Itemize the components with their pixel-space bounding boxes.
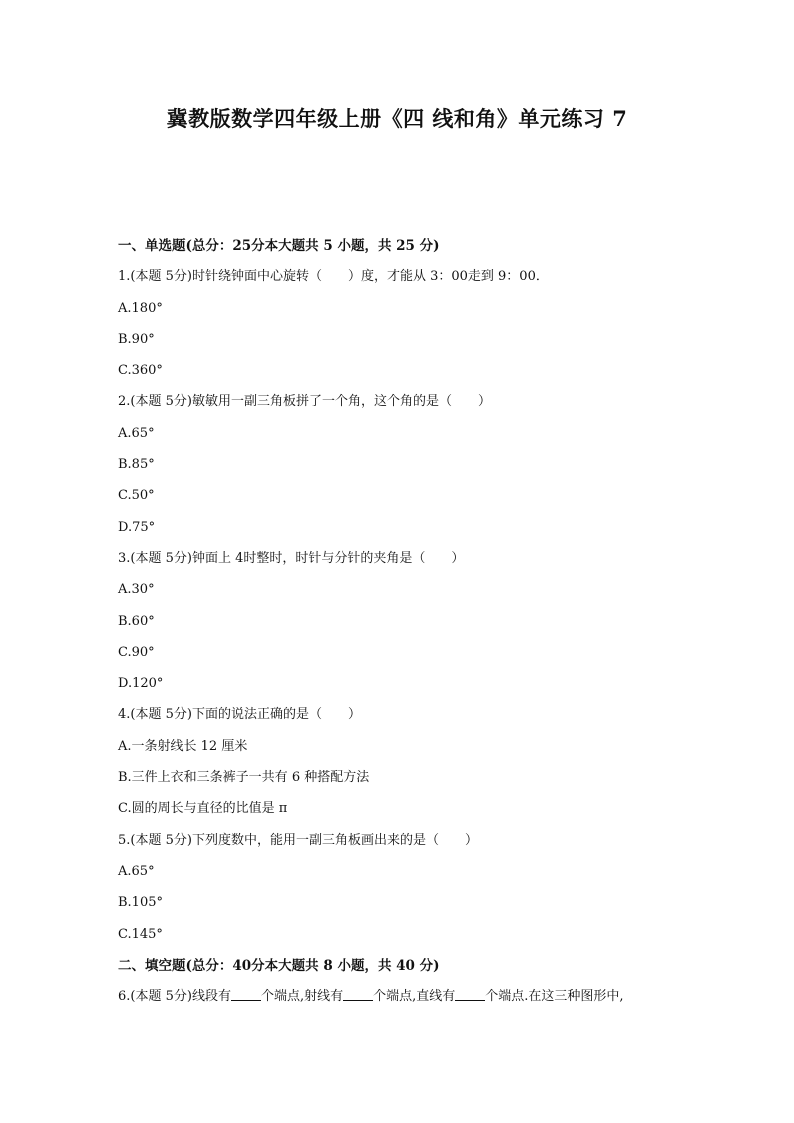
question-4-option-b: B.三件上衣和三条裤子一共有 6 种搭配方法 <box>118 770 370 786</box>
question-3-option-d: D.120° <box>118 676 164 692</box>
question-4-stem: 4.(本题 5分)下面的说法正确的是（ ） <box>118 707 361 723</box>
question-3-option-b: B.60° <box>118 613 155 629</box>
question-2-option-c: C.50° <box>118 488 155 504</box>
question-3-option-c: C.90° <box>118 644 155 660</box>
question-1-option-c: C.360° <box>118 363 163 379</box>
answer-blank-1[interactable] <box>231 987 261 1001</box>
question-6-text-part-1: 6.(本题 5分)线段有 <box>118 989 231 1005</box>
answer-blank-2[interactable] <box>343 987 373 1001</box>
page-title: 冀教版数学四年级上册《四 线和角》单元练习 7 <box>166 106 628 131</box>
question-4-option-a: A.一条射线长 12 厘米 <box>118 738 248 754</box>
question-2-option-a: A.65° <box>118 425 155 441</box>
answer-blank-3[interactable] <box>455 987 485 1001</box>
question-6-text-part-4: 个端点.在这三种图形中, <box>485 989 624 1005</box>
section-heading-single-choice: 一、单选题(总分：25分本大题共 5 小题，共 25 分) <box>118 238 440 254</box>
question-5-option-c: C.145° <box>118 926 163 942</box>
question-2-stem: 2.(本题 5分)敏敏用一副三角板拼了一个角，这个角的是（ ） <box>118 394 491 410</box>
question-3-stem: 3.(本题 5分)钟面上 4时整时，时针与分针的夹角是（ ） <box>118 550 465 566</box>
question-5-stem: 5.(本题 5分)下列度数中，能用一副三角板画出来的是（ ） <box>118 832 478 848</box>
question-1-option-b: B.90° <box>118 331 155 347</box>
question-6-text-part-3: 个端点,直线有 <box>373 989 456 1005</box>
question-list <box>118 236 718 1018</box>
question-2-option-d: D.75° <box>118 519 156 535</box>
question-3-option-a: A.30° <box>118 582 155 598</box>
question-4-option-c: C.圆的周长与直径的比值是 π <box>118 801 288 817</box>
question-2-option-b: B.85° <box>118 457 155 473</box>
question-5-option-b: B.105° <box>118 895 163 911</box>
section-heading-fill-in: 二、填空题(总分：40分本大题共 8 小题，共 40 分) <box>118 957 440 974</box>
question-5-option-a: A.65° <box>118 863 155 879</box>
question-6-stem <box>118 987 718 1018</box>
question-1-stem: 1.(本题 5分)时针绕钟面中心旋转（ ）度，才能从 3：00走到 9：00． <box>118 269 549 285</box>
question-6-text-part-2: 个端点,射线有 <box>260 989 344 1005</box>
question-1-option-a: A.180° <box>118 300 163 316</box>
